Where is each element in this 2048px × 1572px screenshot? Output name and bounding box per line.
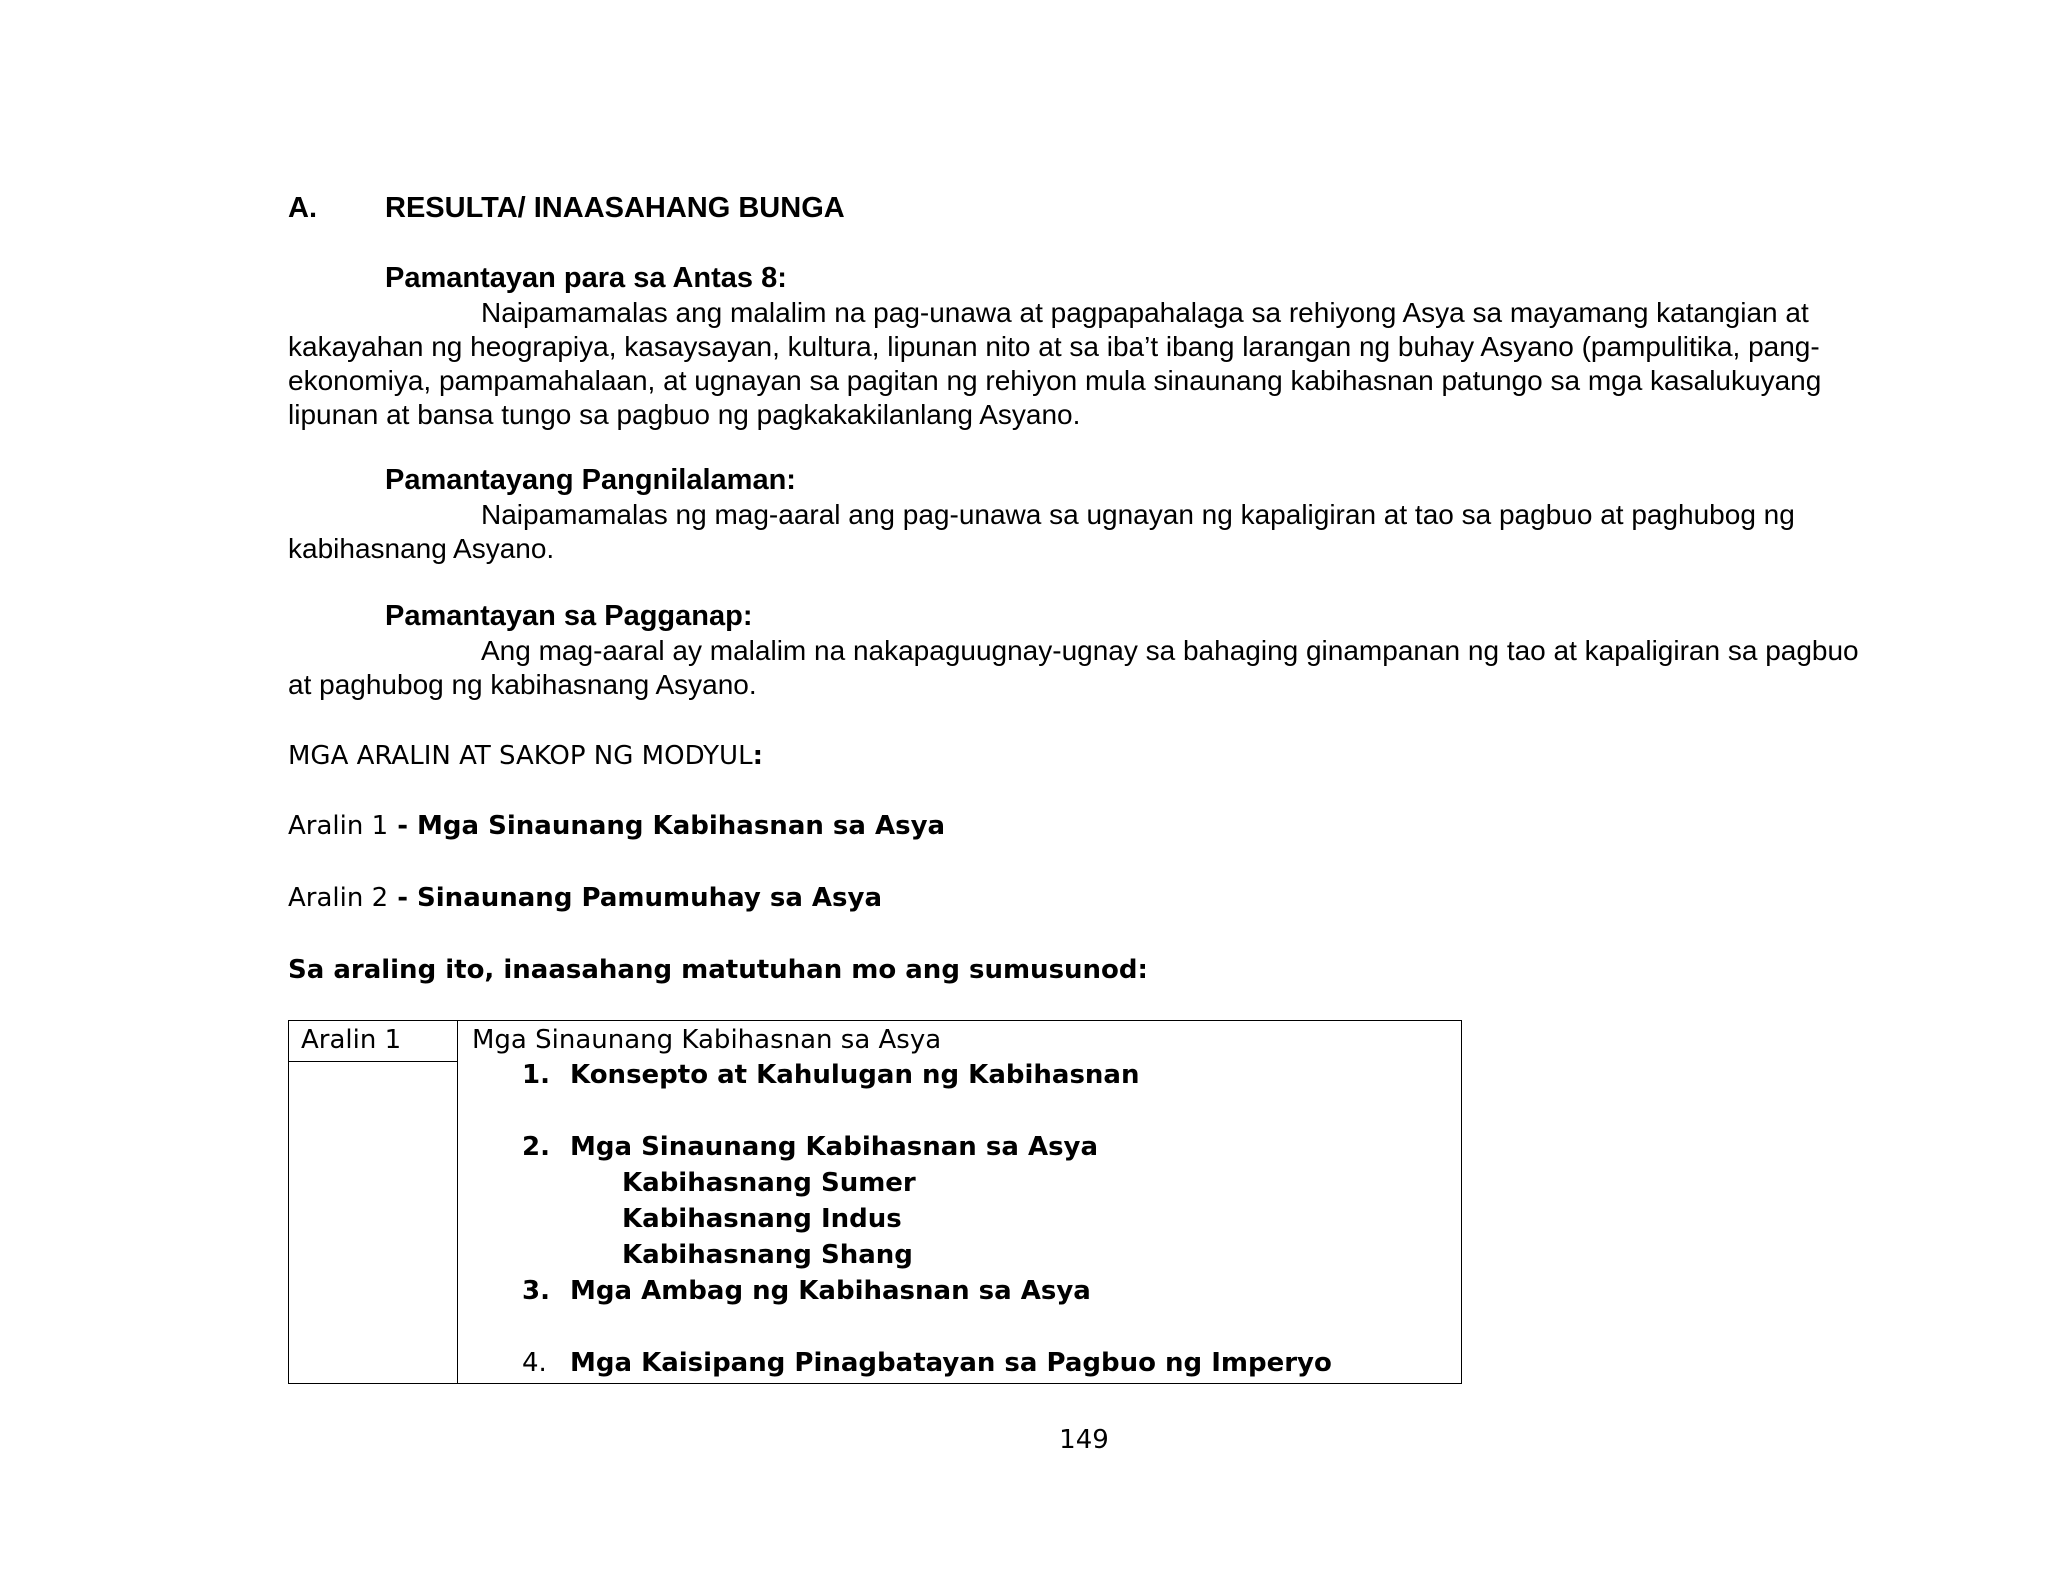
scope-heading <box>288 741 763 771</box>
topic-number: 1. <box>522 1060 550 1090</box>
lesson-2-label: Aralin 2 <box>288 883 389 913</box>
scope-heading-text: MGA ARALIN AT SAKOP NG MODYUL <box>288 741 753 771</box>
lesson-2-dash: - <box>388 883 418 913</box>
standard-body-content: Naipamamalas ng mag-aaral ang pag-unawa sa ugnayan ng kapaligiran at tao sa pagbuo at paghubog ng kabihasnang Asyano. <box>288 499 1795 564</box>
lesson-line-1 <box>288 811 945 841</box>
sub-topic-list <box>472 1165 1447 1273</box>
lesson-2-title: Sinaunang Pamumuhay sa Asya <box>417 883 882 913</box>
standard-heading-content: Pamantayang Pangnilalaman: <box>385 464 796 496</box>
list-spacer <box>472 1309 1447 1345</box>
table-lesson-title: Mga Sinaunang Kabihasnan sa Asya <box>472 1025 942 1055</box>
topic-text: Konsepto at Kahulugan ng Kabihasnan <box>570 1060 1140 1090</box>
table-row <box>289 1021 1462 1384</box>
standard-body-performance: Ang mag-aaral ay malalim na nakapaguugnay-ugnay sa bahaging ginampanan ng tao at kapaligiran sa pagbuo at paghubog ng kabihasnang Asyano. <box>288 635 1859 700</box>
topic-list <box>472 1057 1447 1381</box>
topic-number: 2. <box>522 1132 550 1162</box>
list-spacer <box>472 1093 1447 1129</box>
topic-number: 3. <box>522 1276 550 1306</box>
lesson-1-title: Mga Sinaunang Kabihasnan sa Asya <box>417 811 946 841</box>
lesson-column <box>289 1021 458 1384</box>
list-item <box>472 1345 1447 1381</box>
topics-column <box>458 1021 1462 1384</box>
list-item <box>472 1129 1447 1273</box>
lesson-topics-table <box>288 1020 1462 1384</box>
topic-text: Mga Kaisipang Pinagbatayan sa Pagbuo ng Imperyo <box>570 1348 1332 1378</box>
lesson-1-dash: - <box>388 811 418 841</box>
standard-heading-performance: Pamantayan sa Pagganap: <box>385 600 753 632</box>
topic-text: Mga Ambag ng Kabihasnan sa Asya <box>570 1276 1091 1306</box>
topic-text: Mga Sinaunang Kabihasnan sa Asya <box>570 1132 1099 1162</box>
sub-topic-item: Kabihasnang Indus <box>622 1204 902 1234</box>
table-lesson-label: Aralin 1 <box>289 1021 457 1062</box>
lesson-line-2 <box>288 883 882 913</box>
topic-number: 4. <box>522 1348 547 1378</box>
section-letter: A. <box>288 192 317 224</box>
section-title: RESULTA/ INAASAHANG BUNGA <box>385 192 845 224</box>
page-number: 149 <box>1059 1425 1109 1455</box>
sub-topic-item: Kabihasnang Sumer <box>622 1168 916 1198</box>
list-item <box>472 1057 1447 1093</box>
lesson-1-label: Aralin 1 <box>288 811 389 841</box>
standard-body-grade8: Naipamamalas ang malalim na pag-unawa at pagpapahalaga sa rehiyong Asya sa mayamang katangian at kakayahan ng heograpiya, kasaysayan, kultura, lipunan nito at sa iba’t ibang larangan ng buhay Asyano (pampulitika, pang-ekonomiya, pampamahalaan, at ugnayan sa pagitan ng rehiyon mula sinaunang kabihasnan patungo sa mga kasalukuyang lipunan at bansa tungo sa pagbuo ng pagkakakilanlang Asyano. <box>288 297 1822 430</box>
standard-heading-grade8: Pamantayan para sa Antas 8: <box>385 262 787 294</box>
list-item <box>472 1273 1447 1309</box>
scope-heading-colon: : <box>752 741 763 771</box>
sub-topic-item: Kabihasnang Shang <box>622 1240 913 1270</box>
expectation-line: Sa araling ito, inaasahang matutuhan mo ang sumusunod: <box>288 955 1148 985</box>
